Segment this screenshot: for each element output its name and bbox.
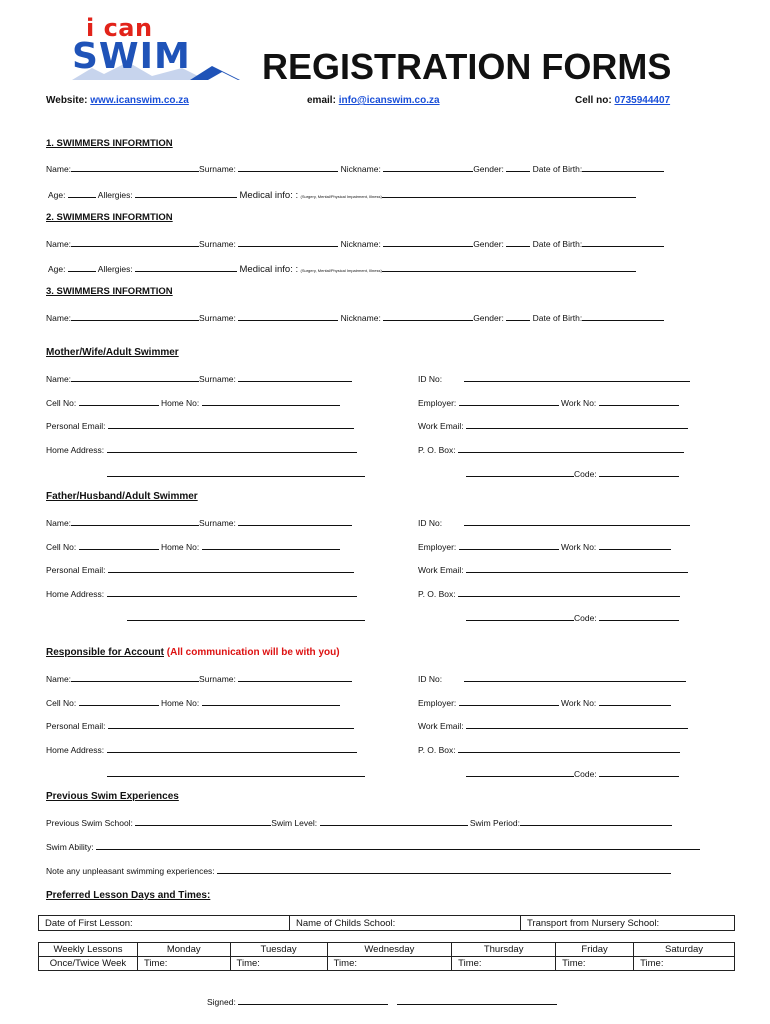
time-thursday[interactable]: Time: [452,957,556,971]
father-heading: Father/Husband/Adult Swimmer [46,491,198,502]
mother-employer-row: Employer: Work No: [418,396,679,408]
swimmer-2-row-2: Age: Allergies: Medical info: : (Surgery, Mental/Physical Impairment, Illness) [48,262,636,275]
responsible-heading-row [46,647,340,658]
previous-school-field[interactable] [135,816,271,826]
responsible-id-row: ID No: [418,672,686,684]
responsible-address-row: Home Address: [46,743,357,755]
dob-field[interactable] [582,237,664,247]
work-field[interactable] [599,396,679,406]
father-address-line-2 [127,611,365,623]
time-monday[interactable]: Time: [138,957,231,971]
nickname-field[interactable] [383,311,473,321]
email-row [307,95,440,106]
code-field[interactable] [599,467,679,477]
transport-cell[interactable]: Transport from Nursery School: [521,916,735,931]
pobox-field[interactable] [458,443,684,453]
mother-address-row: Home Address: [46,443,357,455]
swimmer-1-row-2: Age: Allergies: Medical info: : (Surgery, Mental/Physical Impairment, Illness) [48,188,636,201]
name-field[interactable] [71,372,199,382]
lesson-days-table [38,942,735,971]
swimmer-1-row-1: Name: Surname: Nickname: Gender: Date of Birth: [46,162,664,174]
id-field[interactable] [464,672,686,682]
responsible-pobox-row: P. O. Box: [418,743,680,755]
responsible-cell-row: Cell No: Home No: [46,696,340,708]
first-lesson-cell[interactable]: Date of First Lesson: [39,916,290,931]
father-address-row: Home Address: [46,587,357,599]
cell-link[interactable]: 0735944407 [614,95,671,106]
mother-pobox-row: P. O. Box: [418,443,684,455]
swim-level-field[interactable] [320,816,468,826]
address-line-2-field[interactable] [107,467,365,477]
work-email-field[interactable] [466,419,688,429]
allergies-field[interactable] [135,188,237,198]
responsible-note: (All communication will be with you) [166,647,340,658]
cell-field[interactable] [79,696,159,706]
nickname-field[interactable] [383,162,473,172]
lessons-heading: Preferred Lesson Days and Times: [46,890,211,901]
mother-address-line-2 [107,467,365,479]
dob-field[interactable] [582,311,664,321]
gender-field[interactable] [506,237,530,247]
personal-email-field[interactable] [108,719,354,729]
name-field[interactable] [71,311,199,321]
once-twice-label: Once/Twice Week [39,957,138,971]
cell-row [575,95,670,106]
school-cell[interactable]: Name of Childs School: [290,916,521,931]
website-row [46,95,189,106]
address-field[interactable] [107,743,357,753]
cell-field[interactable] [79,396,159,406]
age-field[interactable] [68,188,96,198]
unpleasant-row: Note any unpleasant swimming experiences: [46,864,671,876]
responsible-code-row: Code: [466,767,679,779]
pobox-field[interactable] [458,743,680,753]
logo-swim: SWIM [72,36,191,77]
swimmer-3-row-1: Name: Surname: Nickname: Gender: Date of Birth: [46,311,664,323]
employer-field[interactable] [459,696,559,706]
work-email-field[interactable] [466,719,688,729]
mother-email-row: Personal Email: [46,419,354,431]
surname-field[interactable] [238,372,352,382]
home-field[interactable] [202,396,340,406]
time-friday[interactable]: Time: [556,957,634,971]
responsible-employer-row: Employer: Work No: [418,696,671,708]
swimmer-2-heading: 2. SWIMMERS INFORMTION [46,212,173,223]
name-field[interactable] [71,237,199,247]
mother-cell-row: Cell No: Home No: [46,396,340,408]
time-wednesday[interactable]: Time: [327,957,452,971]
previous-heading: Previous Swim Experiences [46,791,179,802]
signed-label: Signed: [207,997,236,1007]
swim-ability-row: Swim Ability: [46,840,700,852]
address-line-2-field[interactable] [107,767,365,777]
day-saturday: Saturday [634,943,735,957]
personal-email-field[interactable] [108,419,354,429]
id-field[interactable] [464,372,690,382]
dob-field[interactable] [582,162,664,172]
work-email-field[interactable] [466,563,688,573]
work-field[interactable] [599,696,671,706]
logo-ican: i can [86,14,153,42]
mother-id-row: ID No: [418,372,690,384]
responsible-address-line-2 [107,767,365,779]
name-field[interactable] [71,672,199,682]
signature-field[interactable] [238,995,388,1005]
day-thursday: Thursday [452,943,556,957]
surname-field[interactable] [238,672,352,682]
signature-row [207,995,557,1007]
mother-name-row: Name: Surname: [46,372,352,384]
unpleasant-field[interactable] [217,864,671,874]
email-link[interactable]: info@icanswim.co.za [338,95,440,106]
father-code-row: Code: [466,611,679,623]
code-prefix-field[interactable] [466,467,574,477]
swim-ability-field[interactable] [96,840,700,850]
allergies-field[interactable] [135,262,237,272]
employer-field[interactable] [459,540,559,550]
father-work-email-row: Work Email: [418,563,688,575]
responsible-email-row: Personal Email: [46,719,354,731]
father-pobox-row: P. O. Box: [418,587,680,599]
time-tuesday[interactable]: Time: [230,957,327,971]
employer-field[interactable] [459,396,559,406]
swimmer-2-row-1: Name: Surname: Nickname: Gender: Date of Birth: [46,237,664,249]
gender-field[interactable] [506,162,530,172]
father-employer-row: Employer: Work No: [418,540,671,552]
responsible-work-email-row: Work Email: [418,719,688,731]
code-field[interactable] [599,767,679,777]
cell-label: Cell no: [575,95,612,106]
day-wednesday: Wednesday [327,943,452,957]
address-field[interactable] [107,587,357,597]
nickname-field[interactable] [383,237,473,247]
home-field[interactable] [202,540,340,550]
name-field[interactable] [71,516,199,526]
surname-field[interactable] [238,311,338,321]
previous-school-row: Previous Swim School: Swim Level: Swim Period: [46,816,672,828]
mother-work-email-row: Work Email: [418,419,688,431]
mother-code-row: Code: [466,467,679,479]
father-id-row: ID No: [418,516,690,528]
surname-field[interactable] [238,237,338,247]
father-cell-row: Cell No: Home No: [46,540,340,552]
surname-field[interactable] [238,162,338,172]
gender-field[interactable] [506,311,530,321]
medical-field[interactable] [382,188,636,198]
code-prefix-field[interactable] [466,611,574,621]
website-label: Website: [46,95,88,106]
responsible-name-row: Name: Surname: [46,672,352,684]
weekly-lessons-label: Weekly Lessons [39,943,138,957]
signature-date-field[interactable] [397,995,557,1005]
address-field[interactable] [107,443,357,453]
day-friday: Friday [556,943,634,957]
age-field[interactable] [68,262,96,272]
id-field[interactable] [464,516,690,526]
page-title: REGISTRATION FORMS [262,46,672,87]
code-prefix-field[interactable] [466,767,574,777]
cell-field[interactable] [79,540,159,550]
father-name-row: Name: Surname: [46,516,352,528]
medical-field[interactable] [382,262,636,272]
mother-heading: Mother/Wife/Adult Swimmer [46,347,179,358]
day-monday: Monday [138,943,231,957]
home-field[interactable] [202,696,340,706]
work-field[interactable] [599,540,671,550]
responsible-heading: Responsible for Account [46,647,164,658]
surname-field[interactable] [238,516,352,526]
code-field[interactable] [599,611,679,621]
day-tuesday: Tuesday [230,943,327,957]
lesson-info-table [38,915,735,931]
website-link[interactable]: www.icanswim.co.za [90,95,189,106]
time-saturday[interactable]: Time: [634,957,735,971]
email-label: email: [307,95,336,106]
pobox-field[interactable] [458,587,680,597]
name-field[interactable] [71,162,199,172]
swimmer-3-heading: 3. SWIMMERS INFORMTION [46,286,173,297]
address-line-2-field[interactable] [127,611,365,621]
swimmer-1-heading: 1. SWIMMERS INFORMTION [46,138,173,149]
logo-mountain-icon [72,58,240,82]
swim-period-field[interactable] [520,816,672,826]
personal-email-field[interactable] [108,563,354,573]
father-email-row: Personal Email: [46,563,354,575]
